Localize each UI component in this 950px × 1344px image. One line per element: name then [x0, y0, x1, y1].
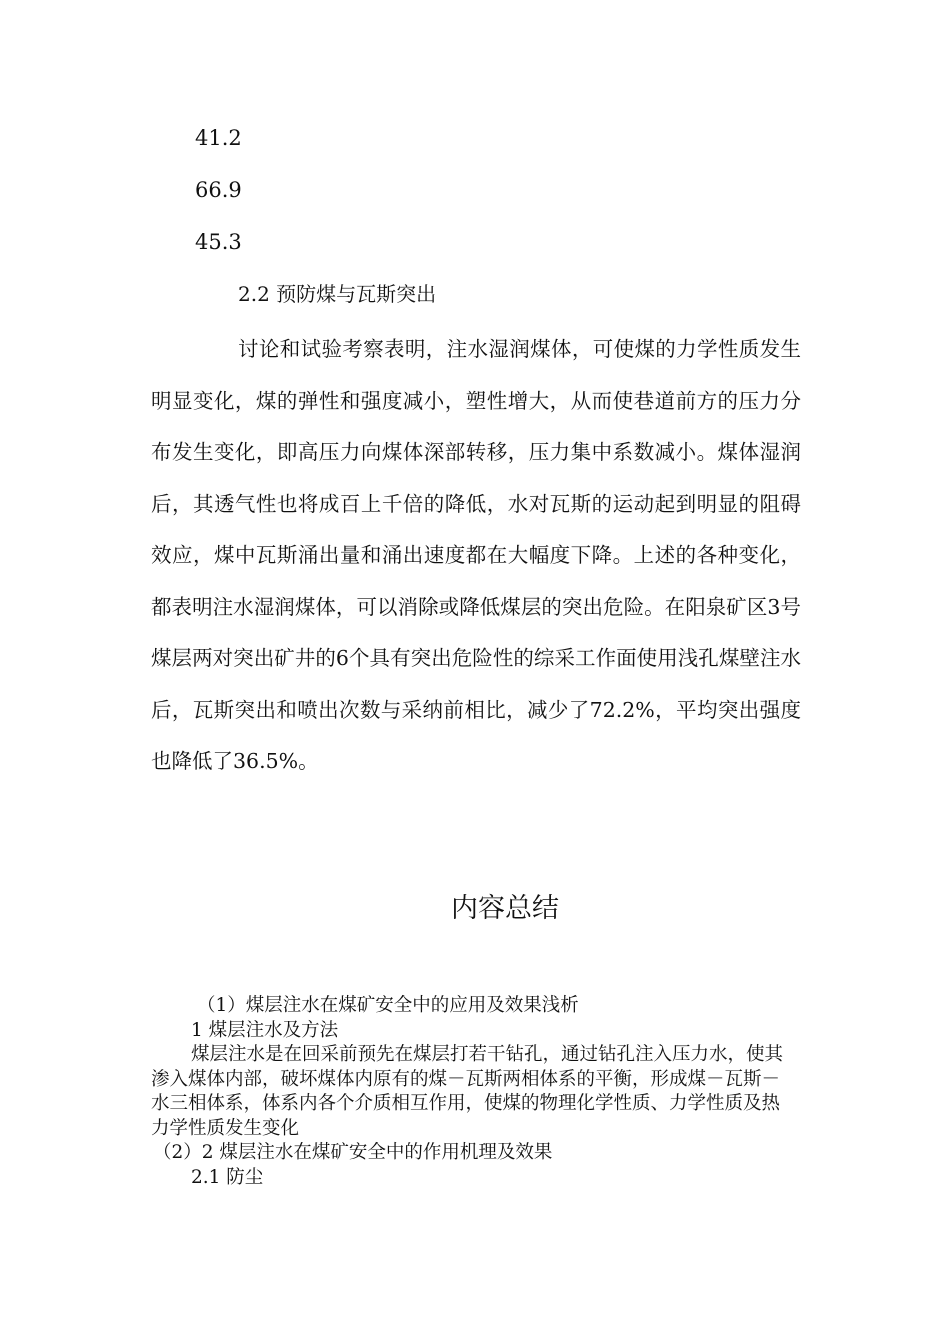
- summary-block: [151, 994, 791, 1190]
- body-paragraph: 讨论和试验考察表明，注水湿润煤体，可使煤的力学性质发生明显变化，煤的弹性和强度减小，塑性增大，从而使巷道前方的压力分布发生变化，即高压力向煤体深部转移，压力集中系数减小。煤体湿润后，其透气性也将成百上千倍的降低，水对瓦斯的运动起到明显的阻碍效应，煤中瓦斯涌出量和涌出速度都在大幅度下降。上述的各种变化，都表明注水湿润煤体，可以消除或降低煤层的突出危险。在阳泉矿区3号煤层两对突出矿井的6个具有突出危险性的综采工作面使用浅孔煤壁注水后，瓦斯突出和喷出次数与采纳前相比，减少了72.2%，平均突出强度也降低了36.5%。: [151, 337, 801, 773]
- section-heading: 2.2 预防煤与瓦斯突出: [238, 282, 437, 306]
- summary-line-3: 煤层注水是在回采前预先在煤层打若干钻孔，通过钻孔注入压力水，使其渗入煤体内部，破坏煤体内原有的煤－瓦斯两相体系的平衡，形成煤－瓦斯－水三相体系，体系内各个介质相互作用，使煤的物理化学性质、力学性质及热力学性质发生变化: [151, 1044, 784, 1139]
- summary-line-1: （1）煤层注水在煤矿安全中的应用及效果浅析: [197, 995, 579, 1016]
- summary-line-4: （2）2 煤层注水在煤矿安全中的作用机理及效果: [153, 1142, 553, 1163]
- value-line-1: 41.2: [195, 126, 242, 150]
- value-line-2: 66.9: [195, 178, 242, 202]
- value-line-3: 45.3: [195, 230, 242, 254]
- summary-title: 内容总结: [451, 893, 559, 924]
- summary-line-2: 1 煤层注水及方法: [191, 1019, 339, 1041]
- summary-line-5: 2.1 防尘: [191, 1166, 264, 1188]
